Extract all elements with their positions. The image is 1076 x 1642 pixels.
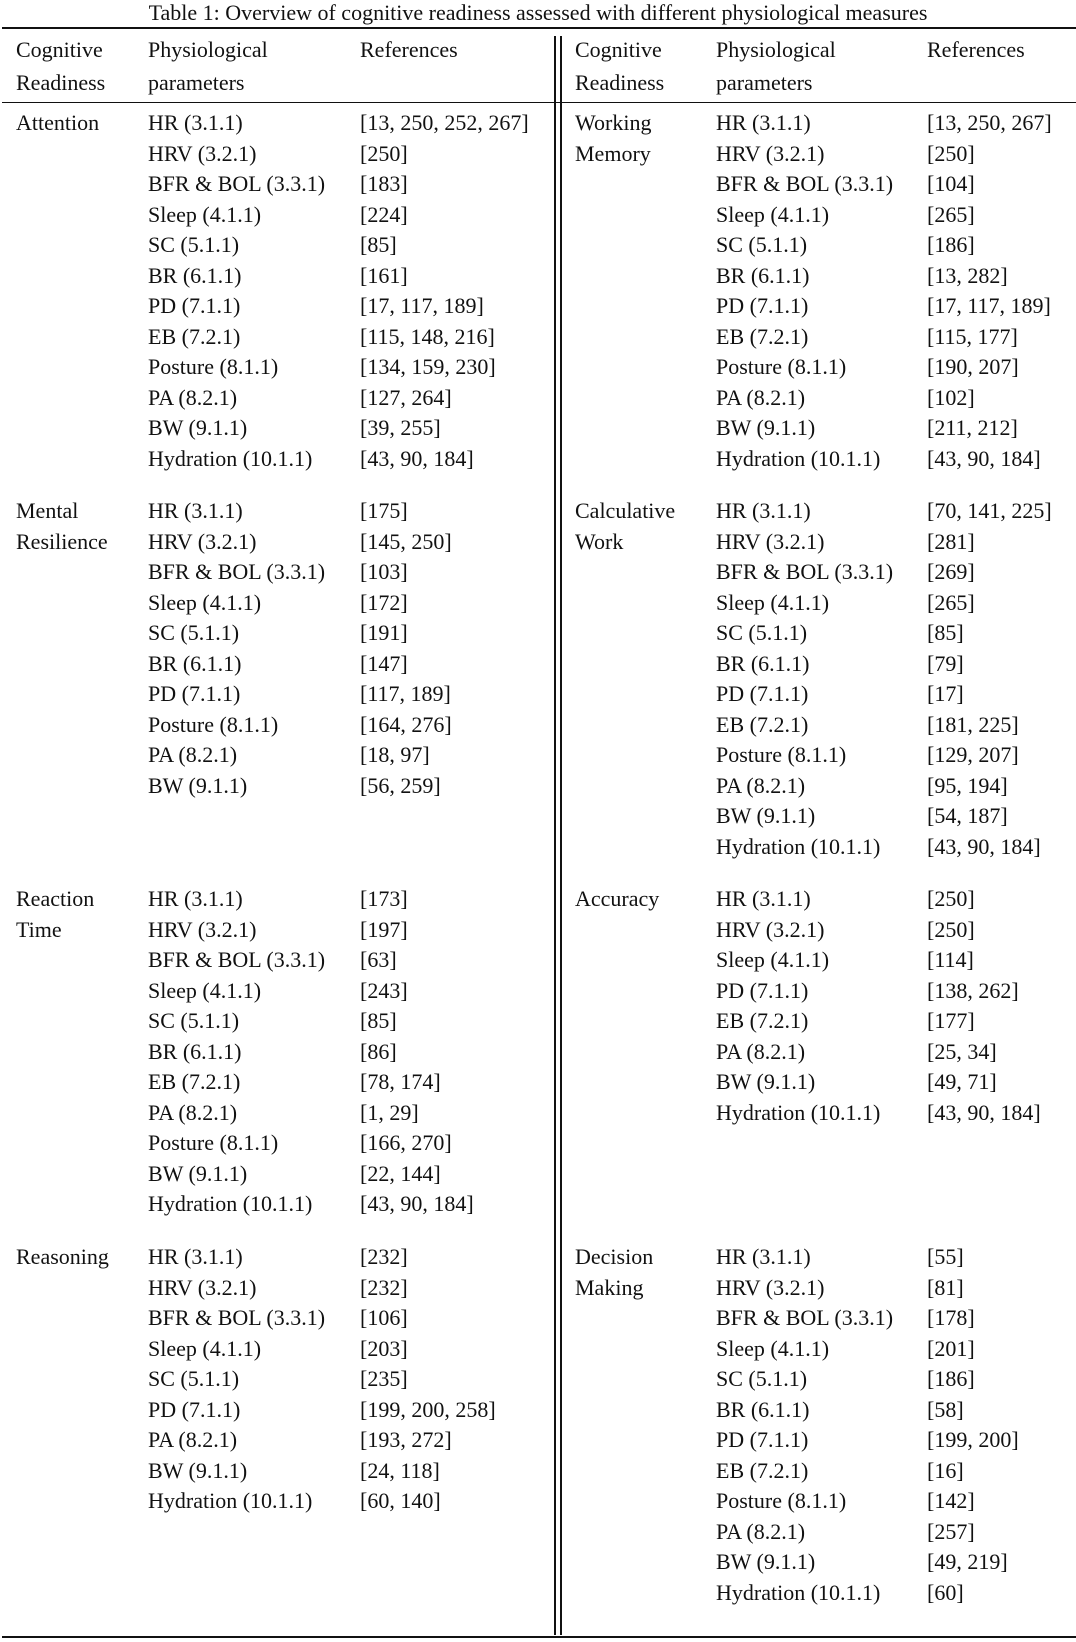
parameter-label: HR (3.1.1) (148, 1244, 243, 1269)
reference-label: [78, 174] (360, 1069, 441, 1094)
reference-label: [129, 207] (927, 742, 1019, 767)
parameter-label: Hydration (10.1.1) (716, 445, 881, 471)
working-memory-parameters-cell (716, 108, 893, 474)
parameter-label: Hydration (10.1.1) (148, 445, 313, 471)
reference-label: [243] (360, 977, 408, 1003)
reference-label: [63] (360, 947, 397, 972)
parameter-label: EB (7.2.1) (716, 1008, 809, 1033)
parameter-label: PA (8.2.1) (148, 1427, 238, 1452)
reference-label: [22, 144] (360, 1160, 441, 1186)
reference-label: [86] (360, 1038, 397, 1064)
reference-label: [250] (927, 886, 975, 911)
parameter-label: Posture (8.1.1) (148, 711, 279, 737)
parameter-label: Sleep (4.1.1) (148, 589, 262, 615)
reference-label: [70, 141, 225] (927, 498, 1052, 523)
parameter-label: PD (7.1.1) (716, 1427, 809, 1452)
reference-label: [39, 255] (360, 415, 441, 440)
readiness-label: Time (16, 916, 62, 942)
reference-label: [161] (360, 262, 408, 288)
parameter-label: BW (9.1.1) (148, 1457, 248, 1483)
attention-readiness-cell (16, 108, 99, 139)
parameter-label: PA (8.2.1) (148, 742, 238, 767)
parameter-label: BFR & BOL (3.3.1) (716, 559, 894, 584)
parameter-label: Hydration (10.1.1) (716, 1579, 881, 1605)
accuracy-readiness-cell (575, 884, 659, 915)
readiness-label: Reaction (16, 886, 95, 911)
reference-label: [186] (927, 232, 975, 257)
reference-label: [17, 117, 189] (927, 293, 1051, 318)
reference-label: [232] (360, 1244, 408, 1269)
reference-label: [43, 90, 184] (360, 1191, 474, 1216)
parameter-label: PD (7.1.1) (148, 1396, 241, 1422)
attention-parameters-cell (148, 108, 325, 474)
reference-label: [145, 250] (360, 528, 452, 554)
parameter-label: SC (5.1.1) (148, 232, 240, 257)
reference-label: [104] (927, 171, 975, 196)
mental-resilience-parameters-cell (148, 496, 325, 801)
reference-label: [103] (360, 559, 408, 584)
working-memory-readiness-cell (575, 108, 651, 169)
parameter-label: BR (6.1.1) (716, 650, 810, 676)
reference-label: [173] (360, 886, 408, 911)
reference-label: [58] (927, 1396, 964, 1422)
reference-label: [166, 270] (360, 1130, 452, 1155)
reference-label: [55] (927, 1244, 964, 1269)
reference-label: [115, 148, 216] (360, 323, 495, 349)
reference-label: [186] (927, 1366, 975, 1391)
parameter-label: HR (3.1.1) (148, 498, 243, 523)
reference-label: [54, 187] (927, 803, 1008, 828)
decision-making-references-cell (927, 1242, 1019, 1608)
reference-label: [183] (360, 171, 408, 196)
reference-label: [178] (927, 1305, 975, 1330)
parameter-label: PD (7.1.1) (148, 293, 241, 318)
readiness-label: Attention (16, 110, 100, 135)
reference-label: [250] (360, 140, 408, 166)
parameter-label: HR (3.1.1) (148, 110, 243, 135)
calculative-work-references-cell (927, 496, 1052, 862)
reference-label: [85] (360, 1008, 397, 1033)
header-cognitive-readiness-left: Cognitive Readiness (16, 37, 106, 95)
parameter-label: HRV (3.2.1) (148, 528, 257, 554)
parameter-label: HRV (3.2.1) (716, 140, 825, 166)
parameter-label: BFR & BOL (3.3.1) (716, 171, 894, 196)
reasoning-readiness-cell (16, 1242, 109, 1273)
parameter-label: PA (8.2.1) (716, 1518, 806, 1544)
reference-label: [177] (927, 1008, 975, 1033)
reference-label: [127, 264] (360, 384, 452, 410)
parameter-label: Sleep (4.1.1) (148, 977, 262, 1003)
reference-label: [142] (927, 1488, 975, 1513)
reference-label: [199, 200] (927, 1427, 1019, 1452)
reference-label: [1, 29] (360, 1099, 419, 1125)
attention-references-cell (360, 108, 529, 474)
reference-label: [13, 250, 252, 267] (360, 110, 529, 135)
reference-label: [16] (927, 1457, 964, 1483)
parameter-label: EB (7.2.1) (148, 1069, 241, 1094)
reasoning-parameters-cell (148, 1242, 325, 1517)
parameter-label: HR (3.1.1) (716, 498, 811, 523)
parameter-label: Sleep (4.1.1) (716, 201, 830, 227)
reference-label: [43, 90, 184] (360, 445, 474, 471)
reference-label: [43, 90, 184] (927, 445, 1041, 471)
reference-label: [114] (927, 947, 974, 972)
parameter-label: HRV (3.2.1) (716, 1274, 825, 1300)
reference-label: [265] (927, 201, 975, 227)
parameter-label: PA (8.2.1) (148, 384, 238, 410)
mental-resilience-readiness-cell (16, 496, 108, 557)
reaction-time-references-cell (360, 884, 474, 1220)
parameter-label: PA (8.2.1) (716, 1038, 806, 1064)
parameter-label: Hydration (10.1.1) (716, 1099, 881, 1125)
parameter-label: Posture (8.1.1) (148, 354, 279, 379)
readiness-label: Reasoning (16, 1244, 109, 1269)
reference-label: [60, 140] (360, 1488, 441, 1513)
readiness-label: Mental (16, 498, 79, 523)
parameter-label: BW (9.1.1) (148, 415, 248, 440)
parameter-label: HR (3.1.1) (716, 1244, 811, 1269)
readiness-label: Making (575, 1274, 644, 1300)
column-divider-left-line (554, 36, 556, 1635)
header-references-left: References (360, 37, 458, 62)
decision-making-readiness-cell (575, 1242, 653, 1303)
parameter-label: HRV (3.2.1) (148, 1274, 257, 1300)
reference-label: [250] (927, 140, 975, 166)
readiness-label: Working (575, 110, 652, 135)
header-physiological-parameters-right: Physiological parameters (716, 37, 836, 95)
reference-label: [115, 177] (927, 323, 1018, 349)
parameter-label: Sleep (4.1.1) (716, 589, 830, 615)
parameter-label: EB (7.2.1) (716, 711, 809, 737)
parameter-label: PD (7.1.1) (716, 681, 809, 706)
reference-label: [85] (360, 232, 397, 257)
parameter-label: SC (5.1.1) (716, 620, 808, 645)
reference-label: [117, 189] (360, 681, 451, 706)
parameter-label: HRV (3.2.1) (148, 140, 257, 166)
decision-making-parameters-cell (716, 1242, 893, 1608)
reference-label: [224] (360, 201, 408, 227)
parameter-label: PA (8.2.1) (716, 384, 806, 410)
parameter-label: BW (9.1.1) (716, 803, 816, 828)
reference-label: [43, 90, 184] (927, 1099, 1041, 1125)
reference-label: [25, 34] (927, 1038, 997, 1064)
reference-label: [211, 212] (927, 415, 1018, 440)
readiness-label: Work (575, 528, 624, 554)
parameter-label: HR (3.1.1) (716, 886, 811, 911)
parameter-label: HR (3.1.1) (148, 886, 243, 911)
reference-label: [106] (360, 1305, 408, 1330)
parameter-label: Hydration (10.1.1) (148, 1488, 313, 1513)
parameter-label: BFR & BOL (3.3.1) (716, 1305, 894, 1330)
mental-resilience-references-cell (360, 496, 452, 801)
reference-label: [232] (360, 1274, 408, 1300)
reference-label: [191] (360, 620, 408, 645)
reference-label: [190, 207] (927, 354, 1019, 379)
reference-label: [235] (360, 1366, 408, 1391)
parameter-label: Posture (8.1.1) (716, 742, 847, 767)
readiness-label: Calculative (575, 498, 676, 523)
parameter-label: HR (3.1.1) (716, 110, 811, 135)
reference-label: [24, 118] (360, 1457, 440, 1483)
parameter-label: PD (7.1.1) (716, 977, 809, 1003)
parameter-label: Posture (8.1.1) (716, 1488, 847, 1513)
reference-label: [81] (927, 1274, 964, 1300)
reference-label: [13, 282] (927, 262, 1008, 288)
parameter-label: Hydration (10.1.1) (148, 1191, 313, 1216)
parameter-label: BR (6.1.1) (148, 262, 242, 288)
parameter-label: BFR & BOL (3.3.1) (148, 947, 326, 972)
parameter-label: Sleep (4.1.1) (716, 1335, 830, 1361)
accuracy-references-cell (927, 884, 1041, 1128)
bottom-rule (2, 1636, 1076, 1638)
reference-label: [17, 117, 189] (360, 293, 484, 318)
readiness-label: Resilience (16, 528, 108, 554)
parameter-label: BR (6.1.1) (716, 262, 810, 288)
parameter-label: SC (5.1.1) (716, 1366, 808, 1391)
parameter-label: EB (7.2.1) (716, 323, 809, 349)
parameter-label: Sleep (4.1.1) (148, 1335, 262, 1361)
reference-label: [257] (927, 1518, 975, 1544)
reference-label: [250] (927, 916, 975, 942)
parameter-label: BW (9.1.1) (148, 1160, 248, 1186)
parameter-label: PA (8.2.1) (716, 772, 806, 798)
reference-label: [85] (927, 620, 964, 645)
parameter-label: BW (9.1.1) (148, 772, 248, 798)
parameter-label: EB (7.2.1) (148, 323, 241, 349)
reference-label: [138, 262] (927, 977, 1019, 1003)
table-caption: Table 1: Overview of cognitive readiness assessed with different physiological measures (148, 0, 928, 25)
parameter-label: Sleep (4.1.1) (716, 947, 830, 972)
reference-label: [175] (360, 498, 408, 523)
reference-label: [102] (927, 384, 975, 410)
reference-label: [49, 219] (927, 1549, 1008, 1574)
parameter-label: SC (5.1.1) (148, 1008, 240, 1033)
parameter-label: BR (6.1.1) (148, 1038, 242, 1064)
parameter-label: SC (5.1.1) (148, 1366, 240, 1391)
accuracy-parameters-cell (716, 884, 880, 1128)
readiness-label: Decision (575, 1244, 654, 1269)
parameter-label: BFR & BOL (3.3.1) (148, 559, 326, 584)
reference-label: [43, 90, 184] (927, 833, 1041, 859)
parameter-label: HRV (3.2.1) (148, 916, 257, 942)
reference-label: [147] (360, 650, 408, 676)
parameter-label: BW (9.1.1) (716, 1069, 816, 1094)
header-cognitive-readiness-right: Cognitive Readiness (575, 37, 665, 95)
readiness-label: Memory (575, 140, 651, 166)
reference-label: [203] (360, 1335, 408, 1361)
reference-label: [281] (927, 528, 975, 554)
parameter-label: Posture (8.1.1) (716, 354, 847, 379)
reference-label: [13, 250, 267] (927, 110, 1052, 135)
header-rule (2, 102, 1076, 103)
parameter-label: SC (5.1.1) (716, 232, 808, 257)
parameter-label: BFR & BOL (3.3.1) (148, 1305, 326, 1330)
parameter-label: Hydration (10.1.1) (716, 833, 881, 859)
parameter-label: BW (9.1.1) (716, 1549, 816, 1574)
parameter-label: HRV (3.2.1) (716, 528, 825, 554)
top-rule (2, 27, 1076, 29)
reaction-time-parameters-cell (148, 884, 325, 1220)
reference-label: [60] (927, 1579, 964, 1605)
parameter-label: PD (7.1.1) (716, 293, 809, 318)
parameter-label: EB (7.2.1) (716, 1457, 809, 1483)
reference-label: [265] (927, 589, 975, 615)
reference-label: [49, 71] (927, 1069, 997, 1094)
reference-label: [197] (360, 916, 408, 942)
readiness-label: Accuracy (575, 886, 660, 911)
reasoning-references-cell (360, 1242, 496, 1517)
reference-label: [79] (927, 650, 964, 676)
header-references-right: References (927, 37, 1025, 62)
reference-label: [56, 259] (360, 772, 441, 798)
reference-label: [201] (927, 1335, 975, 1361)
parameter-label: HRV (3.2.1) (716, 916, 825, 942)
reference-label: [17] (927, 681, 964, 706)
reference-label: [199, 200, 258] (360, 1396, 496, 1422)
calculative-work-readiness-cell (575, 496, 675, 557)
reference-label: [134, 159, 230] (360, 354, 496, 379)
parameter-label: SC (5.1.1) (148, 620, 240, 645)
parameter-label: BR (6.1.1) (148, 650, 242, 676)
reference-label: [172] (360, 589, 408, 615)
reference-label: [269] (927, 559, 975, 584)
parameter-label: PD (7.1.1) (148, 681, 241, 706)
reference-label: [181, 225] (927, 711, 1019, 737)
parameter-label: Sleep (4.1.1) (148, 201, 262, 227)
reference-label: [193, 272] (360, 1427, 452, 1452)
column-divider-right-line (560, 36, 562, 1635)
parameter-label: BFR & BOL (3.3.1) (148, 171, 326, 196)
working-memory-references-cell (927, 108, 1052, 474)
parameter-label: PA (8.2.1) (148, 1099, 238, 1125)
parameter-label: BW (9.1.1) (716, 415, 816, 440)
reference-label: [18, 97] (360, 742, 430, 767)
reaction-time-readiness-cell (16, 884, 94, 945)
parameter-label: Posture (8.1.1) (148, 1130, 279, 1155)
parameter-label: BR (6.1.1) (716, 1396, 810, 1422)
reference-label: [95, 194] (927, 772, 1008, 798)
reference-label: [164, 276] (360, 711, 452, 737)
header-physiological-parameters-left: Physiological parameters (148, 37, 268, 95)
calculative-work-parameters-cell (716, 496, 893, 862)
